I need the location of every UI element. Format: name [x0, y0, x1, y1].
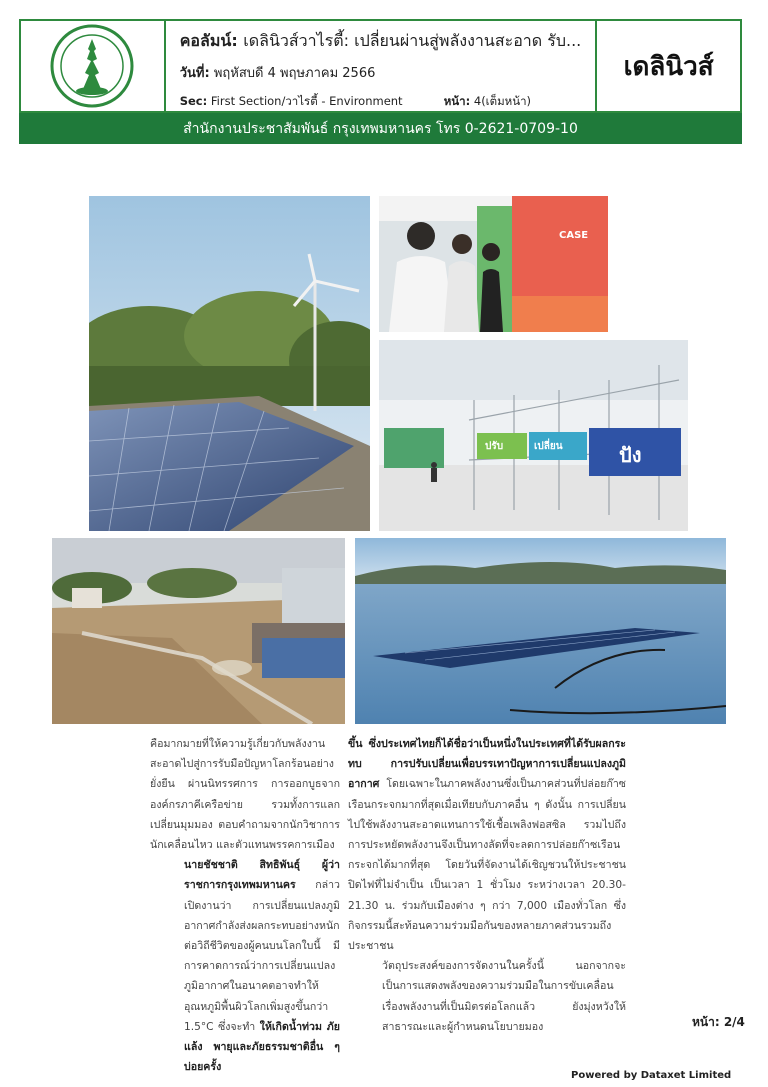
banner-text-1: ปรับ: [485, 441, 504, 452]
col1-paragraph-2-bold: ให้เกิดน้ำท่วม ภัยแล้ง พายุและภัยธรรมชาติอื่น ๆ บ่อยครั้ง: [184, 1020, 340, 1074]
section-value: First Section/วาไรตี้ - Environment: [210, 94, 403, 108]
date-line: [180, 62, 582, 83]
clipping-header: [19, 19, 742, 113]
col2-paragraph-1: [348, 734, 626, 956]
article-column-1: [150, 734, 340, 1077]
dailynews-logo: เดลินิวส์: [623, 51, 714, 82]
banner-text-2: เปลี่ยน: [534, 441, 563, 452]
page-value: 4(เต็มหน้า): [473, 94, 532, 108]
col1-paragraph-2-text: กล่าวเปิดงานว่า การเปลี่ยนแปลงภูมิอากาศกำลังส่งผลกระทบอย่างหนักต่อวิถีชีวิตของผู้คนบนโลกใบนี้ มีการคาดการณ์ว่าการเปลี่ยนแปลงภูมิอากาศในอนาคตอาจทำให้อุณหภูมิพื้นผิวโลกเพิ่มสูงขึ้นกว่า 1.5°C ซึ่งจะทำ: [184, 879, 340, 1033]
article-column-2: [348, 734, 626, 1037]
photo-exhibition-booth: [379, 196, 608, 332]
governor-name: นายชัชชาติ สิทธิพันธุ์ ผู้ว่าราชการกรุงเทพมหานคร: [184, 859, 340, 892]
page-label: หน้า:: [443, 94, 471, 108]
powered-by: Powered by Dataxet Limited: [571, 1070, 732, 1081]
column-label: คอลัมน์:: [179, 31, 238, 50]
col2-paragraph-2: วัตถุประสงค์ของการจัดงานในครั้งนี้ นอกจากจะเป็นการแสดงพลังของความร่วมมือในการขับเคลื่อนเรื่องพลังงานที่เป็นมิตรต่อโลกแล้ว ยังมุ่งหวังให้สาธารณะและผู้กำหนดนโยบายมอง: [382, 960, 626, 1033]
date-label: วันที่:: [179, 66, 210, 81]
bangkok-seal-logo: [49, 23, 135, 109]
photo-wind-solar: [89, 196, 370, 531]
col2-paragraph-1-text: โดยเฉพาะในภาคพลังงานซึ่งเป็นภาคส่วนที่ปล่อยก๊าซเรือนกระจกมากที่สุดเมื่อเทียบกับภาคอื่น ๆ ดังนั้น การเปลี่ยนไปใช้พลังงานสะอาดแทนการใช้เชื้อเพลิงฟอสซิล รวมไปถึงการประหยัดพลังงานจึงเป็นทางลัดที่จะลดการปล่อยก๊าซเรือนกระจกได้มากที่สุด โดยวันที่จัดงานได้เชิญชวนให้ประชาชนปิดไฟที่ไม่จำเป็น เป็นเวลา 1 ชั่วโมง ระหว่างเวลา 20.30-21.30 น. ร่วมกับเมืองต่าง ๆ กว่า 7,000 เมืองทั่วโลก ซึ่งกิจกรรมนี้สะท้อนความร่วมมือกันของหลายภาคส่วนรวมถึงประชาชน: [348, 778, 626, 953]
seal-box: [21, 21, 166, 111]
banner-text-3: ปัง: [619, 443, 642, 467]
photo-floating-solar: [355, 538, 726, 724]
page-number: หน้า: 2/4: [692, 1015, 745, 1029]
col1-paragraph-1: คือมากมายที่ให้ความรู้เกี่ยวกับพลังงานสะอาดไปสู่การรับมือปัญหาโลกร้อนอย่างยั่งยืน ผ่านนิทรรศการ การออกบูธจากองค์กรภาคีเครือข่าย รวมทั้งการแลกเปลี่ยนมุมมอง ตอบคำถามจากนักวิชาการ นักเคลื่อนไหว และตัวแทนพรรคการเมือง: [150, 738, 340, 852]
column-line: [180, 29, 582, 54]
case-sign: CASE: [559, 230, 589, 241]
brand-box: [595, 21, 740, 111]
date-value: พฤหัสบดี 4 พฤษภาคม 2566: [213, 66, 376, 81]
column-title: เดลินิวส์วาไรตี้: เปลี่ยนผ่านสู่พลังงานสะอาด รับ...: [243, 31, 582, 50]
photo-flood: [52, 538, 345, 724]
photo-banners-hall: [379, 340, 688, 531]
col2-paragraph-1-bold: ขึ้น ซึ่งประเทศไทยก็ได้ชื่อว่าเป็นหนึ่งในประเทศที่ได้รับผลกระทบ การปรับเปลี่ยนเพื่อบรรเทาปัญหาการเปลี่ยนแปลงภูมิอากาศ: [348, 738, 626, 791]
contact-bar: สำนักงานประชาสัมพันธ์ กรุงเทพมหานคร โทร 0-2621-0709-10: [19, 113, 742, 144]
header-info: [166, 21, 596, 111]
section-row: [180, 93, 582, 111]
section-label: Sec:: [179, 94, 208, 108]
col1-paragraph-2: [150, 855, 340, 1077]
